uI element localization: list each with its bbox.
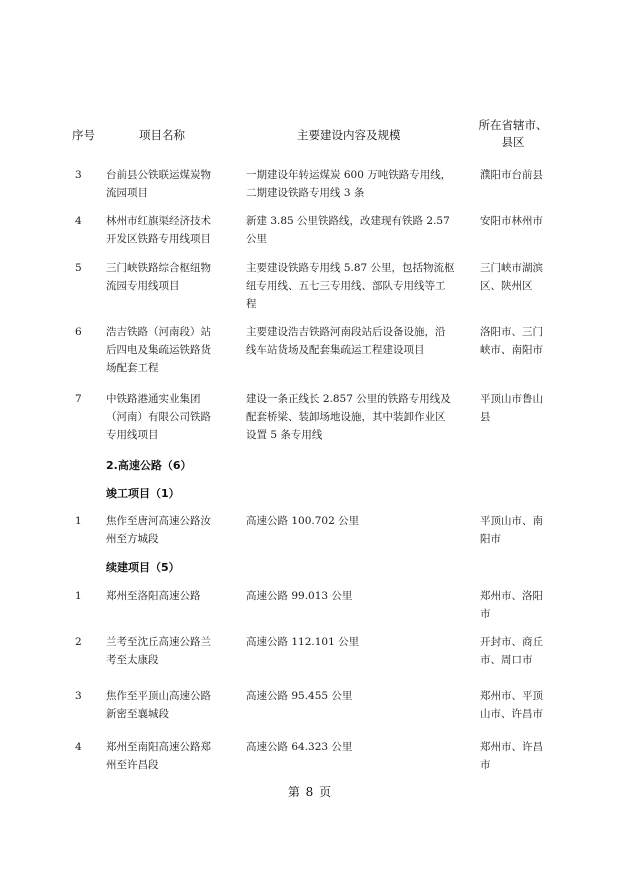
project-location xyxy=(480,633,550,669)
project-name xyxy=(106,166,226,202)
project-name-line: 郑州至洛阳高速公路 xyxy=(106,590,201,602)
project-name-line: 新密至襄城段 xyxy=(106,708,169,720)
construction-scale-line: 公里 xyxy=(246,233,267,245)
project-location-line: 阳市 xyxy=(480,533,501,545)
project-location-line: 市、周口市 xyxy=(480,654,533,666)
project-name xyxy=(106,212,226,248)
construction-scale-line: 配套桥梁、装卸场地设施，其中装卸作业区 xyxy=(246,411,446,423)
project-location xyxy=(480,166,550,184)
row-number: 3 xyxy=(75,169,82,181)
project-name-line: 流园项目 xyxy=(106,187,148,199)
project-location-line: 开封市、商丘 xyxy=(480,636,543,648)
project-name-line: 后四电及集疏运铁路货 xyxy=(106,344,211,356)
project-location-line: 市 xyxy=(480,608,491,620)
construction-scale xyxy=(246,687,462,705)
project-name xyxy=(106,587,226,605)
project-location-line: 县 xyxy=(480,411,491,423)
section-heading-highway: 2.高速公路（6） xyxy=(106,459,192,472)
construction-scale-line: 二期建设铁路专用线 3 条 xyxy=(246,187,365,199)
construction-scale-line: 一期建设年转运煤炭 600 万吨铁路专用线， xyxy=(246,169,452,181)
project-name-line: 州至许昌段 xyxy=(106,759,159,771)
project-location-line: 濮阳市台前县 xyxy=(480,169,543,181)
construction-scale-line: 线车站货场及配套集疏运工程建设项目 xyxy=(246,344,425,356)
construction-scale xyxy=(246,259,462,313)
project-name-line: 专用线项目 xyxy=(106,429,159,441)
project-name xyxy=(106,323,226,377)
header-location-line: 所在省辖市、 xyxy=(478,118,548,132)
project-location-line: 山市、许昌市 xyxy=(480,708,543,720)
row-number: 4 xyxy=(75,215,82,227)
construction-scale-line: 纽专用线、五七三专用线、部队专用线等工 xyxy=(246,280,446,292)
project-name-line: 中铁路港通实业集团 xyxy=(106,393,201,405)
project-location-line: 安阳市林州市 xyxy=(480,215,543,227)
construction-scale-line: 程 xyxy=(246,298,257,310)
header-location-line: 县区 xyxy=(501,135,525,149)
row-number: 6 xyxy=(75,326,82,338)
construction-scale-line: 高速公路 100.702 公里 xyxy=(246,515,360,527)
construction-scale xyxy=(246,323,462,359)
project-name xyxy=(106,512,226,548)
project-name-line: 台前县公铁联运煤炭物 xyxy=(106,169,211,181)
construction-scale-line: 高速公路 99.013 公里 xyxy=(246,590,353,602)
construction-scale xyxy=(246,166,462,202)
row-number: 7 xyxy=(75,393,82,405)
project-name xyxy=(106,390,226,444)
project-location-line: 郑州市、许昌 xyxy=(480,741,543,753)
project-name-line: 浩吉铁路（河南段）站 xyxy=(106,326,211,338)
project-name-line: 三门峡铁路综合枢纽物 xyxy=(106,262,211,274)
construction-scale xyxy=(246,390,462,444)
project-location-line: 平顶山市、南 xyxy=(480,515,543,527)
construction-scale xyxy=(246,212,462,248)
project-name-line: 焦作至唐河高速公路汝 xyxy=(106,515,211,527)
construction-scale-line: 主要建设浩吉铁路河南段站后设备设施，沿 xyxy=(246,326,446,338)
construction-scale-line: 高速公路 95.455 公里 xyxy=(246,690,353,702)
construction-scale-line: 高速公路 64.323 公里 xyxy=(246,741,353,753)
header-project-name: 项目名称 xyxy=(139,128,185,142)
project-name xyxy=(106,687,226,723)
project-name-line: 郑州至南阳高速公路郑 xyxy=(106,741,211,753)
construction-scale xyxy=(246,738,462,756)
project-location xyxy=(480,738,550,774)
construction-scale xyxy=(246,587,462,605)
construction-scale-line: 设置 5 条专用线 xyxy=(246,429,323,441)
project-location-line: 平顶山市鲁山 xyxy=(480,393,543,405)
header-location xyxy=(478,117,548,151)
construction-scale-line: 高速公路 112.101 公里 xyxy=(246,636,360,648)
project-location-line: 市 xyxy=(480,759,491,771)
project-location xyxy=(480,390,550,426)
project-location xyxy=(480,687,550,723)
project-name xyxy=(106,633,226,669)
project-location-line: 洛阳市、三门 xyxy=(480,326,543,338)
project-name-line: 州至方城段 xyxy=(106,533,159,545)
project-location-line: 三门峡市湖滨 xyxy=(480,262,543,274)
construction-scale xyxy=(246,633,462,651)
project-name xyxy=(106,738,226,774)
project-name-line: 考至太康段 xyxy=(106,654,159,666)
project-name-line: 焦作至平顶山高速公路 xyxy=(106,690,211,702)
section-heading-completed: 竣工项目（1） xyxy=(106,487,180,500)
construction-scale xyxy=(246,512,462,530)
project-name-line: 场配套工程 xyxy=(106,362,159,374)
project-location-line: 区、陕州区 xyxy=(480,280,533,292)
project-location-line: 峡市、南阳市 xyxy=(480,344,543,356)
row-number: 2 xyxy=(75,636,82,648)
project-location xyxy=(480,587,550,623)
project-location xyxy=(480,323,550,359)
row-number: 1 xyxy=(75,590,82,602)
project-location xyxy=(480,512,550,548)
project-location xyxy=(480,212,550,230)
project-name-line: 开发区铁路专用线项目 xyxy=(106,233,211,245)
page-number-footer: 第 8 页 xyxy=(287,785,333,799)
project-name-line: 兰考至沈丘高速公路兰 xyxy=(106,636,211,648)
construction-scale-line: 新建 3.85 公里铁路线，改建现有铁路 2.57 xyxy=(246,215,450,227)
project-name-line: 林州市红旗渠经济技术 xyxy=(106,215,211,227)
construction-scale-line: 主要建设铁路专用线 5.87 公里，包括物流枢 xyxy=(246,262,455,274)
section-heading-continued: 续建项目（5） xyxy=(106,561,180,574)
row-number: 5 xyxy=(75,262,82,274)
project-location-line: 郑州市、洛阳 xyxy=(480,590,543,602)
construction-scale-line: 建设一条正线长 2.857 公里的铁路专用线及 xyxy=(246,393,451,405)
project-name xyxy=(106,259,226,295)
row-number: 3 xyxy=(75,690,82,702)
header-serial-number: 序号 xyxy=(72,128,95,142)
project-name-line: 流园专用线项目 xyxy=(106,280,180,292)
header-construction-scale: 主要建设内容及规模 xyxy=(297,128,401,142)
project-location xyxy=(480,259,550,295)
project-name-line: （河南）有限公司铁路 xyxy=(106,411,211,423)
project-location-line: 郑州市、平顶 xyxy=(480,690,543,702)
row-number: 1 xyxy=(75,515,82,527)
row-number: 4 xyxy=(75,741,82,753)
